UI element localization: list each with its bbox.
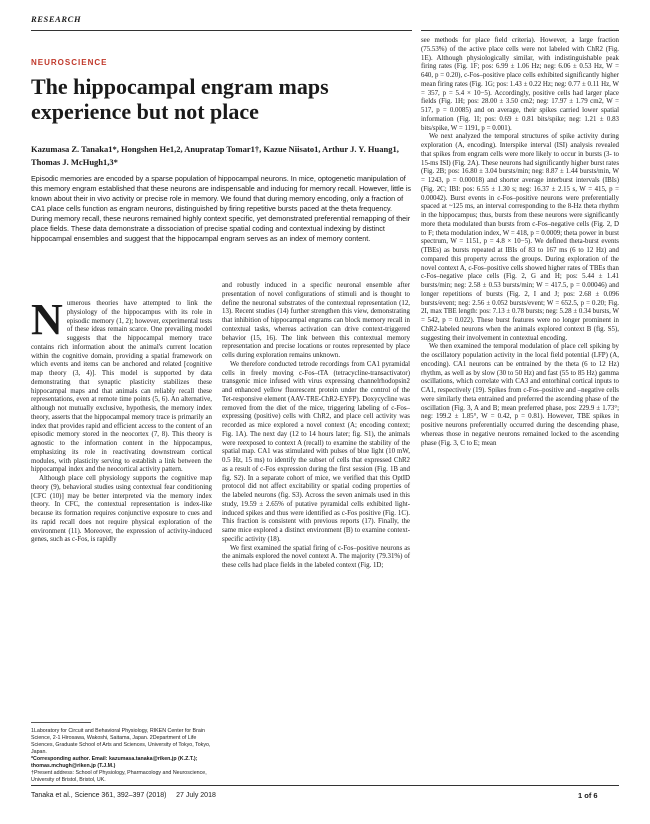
article-title: The hippocampal engram maps experience but not place	[31, 74, 329, 124]
paragraph: We therefore conducted tetrode recordings from CA1 pyramidal cells in freely moving c-Fos–tTA (tetracycline-transactivator) transgenic mice infused with virus expressing channelrhodopsin2 and enhanced yellow fluorescent protein under the control of the Tet-responsive element (AAV-TRE-ChR2-EYFP). Doxycycline was removed from the diet of the mice, triggering labeling of c-Fos–expressing (positive) cells with ChR2, and place cell activity was recorded as mice explored a novel context (A; encoding context; Fig. 1A). The next day (12 to 14 hours later; fig. S1), the animals were reexposed to context A (recall) to examine the stability of the spatial map. CA1 was stimulated with pulses of blue light (10 mW, 0.5 Hz, 15 ms) to identify the subset of cells that expressed ChR2 as a result of c-Fos expression during the first session (Fig. 1B and fig. S2). In a separate cohort of mice, we verified that this OptID protocol did not affect excitability or spatial coding properties of the labeled neurons (fig. S3). Across the seven animals used in this study, 19.59 ± 2.65% of putative pyramidal cells exhibited light-induced spikes and thus were identified as c-Fos positive (Fig. 1C). This fraction is consistent with previous reports (17). Finally, the same mice explored a distinct environment (B) to examine context-specific activity (18).	[222, 360, 410, 543]
paragraph: We then examined the temporal modulation of place cell spiking by the oscillatory population activity in the local field potential (LFP) (A, encoding). CA1 neurons can be entrained by the theta (6 to 12 Hz) rhythm, as well as by slow (30 to 50 Hz) and fast (55 to 85 Hz) gamma oscillations, which correlate with CA3 and entorhinal cortical inputs to CA1, respectively (19). Spikes from c-Fos–positive and –negative cells were similarly theta entrained and preferred the ascending phase of the oscillation (Fig. 3, A and B; mean preferred phase, pos: 229.9 ± 1.73°; neg: 199.2 ± 1.85°, W = 0.42, p = 0.81). However, TBE spikes in positive neurons preferentially occurred during the descending phase, whereas those in negative neurons remained locked to the ascending phase (Fig. 3, C to E; mean	[421, 343, 619, 447]
paragraph: Although place cell physiology supports the cognitive map theory (9), behavioral studies using contextual fear conditioning [CFC (10)] may be better interpreted via the memory index theory. In CFC, the contextual representation is index-like because its formation requires conjunctive exposure to cues and its rapid recall does not require physical exploration of the environment (11). Moreover, the expression of activity-induced genes, such as c-Fos, is rapidly	[31, 475, 212, 544]
author-list: Kazumasa Z. Tanaka1*, Hongshen He1,2, Anupratap Tomar1†, Kazue Niisato1, Arthur J. Y. Huang1, Thomas J. McHugh1,3*	[31, 144, 399, 167]
paragraph: We first examined the spatial firing of c-Fos–positive neurons as the animals explored the novel context A. The majority (79.31%) of these cells had place fields in the labeled context (Fig. 1D;	[222, 544, 410, 569]
section-label: RESEARCH	[31, 14, 82, 24]
affiliation-note: 1Laboratory for Circuit and Behavioral Physiology, RIKEN Center for Brain Science, 2-1 Hirosawa, Wakoshi, Saitama, Japan. 2Department of Life Sciences, Graduate School of Arts and Sciences, University of Tokyo, Tokyo, Japan.	[31, 728, 211, 755]
citation: Tanaka et al., Science 361, 392–397 (2018) 27 July 2018	[31, 792, 216, 799]
abstract: Episodic memories are encoded by a sparse population of hippocampal neurons. In mice, optogenetic manipulation of this memory engram established that these neurons are indispensable and inducing for memory recall. However, little is known about their in vivo activity or precise role in memory. We found that during memory encoding, only a fraction of CA1 place cells function as engram neurons, distinguished by firing repetitive bursts paced at the theta frequency. During memory recall, these neurons remained highly context specific, yet demonstrated preferential remapping of their place fields. These data demonstrate a dissociation of precise spatial coding and contextual indexing by distinct hippocampal ensembles and suggest that the hippocampal engram serves as an index of memory content.	[31, 174, 411, 243]
paragraph: umerous theories have attempted to link the physiology of the hippocampus with its role in episodic memory (1, 2); however, experimental tests of these ideas remain scarce. One prevailing model suggests that the hippocampal memory trace contains rich information about the animal's current location within the cognitive domain, providing a spatial framework on which events and items can be anchored and related [cognitive map theory (3, 4)]. This model is supported by data demonstrating that synaptic plasticity stabilizes these hippocampal maps and that animals can reliably recall these representations, even at remote time points (5, 6). An alternative, although not mutually exclusive, hypothesis, the memory index theory, asserts that the hippocampal memory trace is primarily an index that provides rapid and efficient access to the content of an episodic memory stored in the neocortex (7, 8). This theory is agnostic to the information content in the hippocampus, emphasizing its role in reactivating downstream cortical modules, with plasticity serving to establish a link between the hippocampal index and the neocortical activity pattern.	[31, 300, 212, 474]
body-column-1	[31, 295, 212, 545]
body-column-2	[222, 282, 410, 571]
footnotes	[31, 728, 212, 784]
footnote-rule	[31, 722, 91, 723]
footer-rule	[31, 785, 619, 786]
page-number: 1 of 6	[578, 791, 598, 800]
paragraph: see methods for place field criteria). However, a large fraction (75.53%) of the active place cells were not labeled with ChR2 (Fig. 1E). Although physiologically similar, with indistinguishable peak firing rates (Fig. 1F; pos: 6.99 ± 1.06 Hz; neg: 6.06 ± 0.53 Hz, W = 640, p = 0.20), c-Fos–positive place cells exhibited significantly higher mean firing rates (Fig. 1G; pos: 1.43 ± 0.22 Hz; neg: 0.77 ± 0.11 Hz, W = 357, p = 5.4 × 10−5). Accordingly, positive cells had larger place fields (Fig. 1H; pos: 28.00 ± 3.50 cm2; neg: 17.97 ± 1.79 cm2, W = 517, p = 0.0085) and on average, their spikes carried lower spatial information (Fig. 1I; pos: 0.69 ± 0.81 bits/spike; neg: 1.21 ± 0.83 bits/spike, W = 1191, p = 0.001).	[421, 37, 619, 132]
header-rule-left	[31, 30, 412, 31]
paragraph: and robustly induced in a specific neuronal ensemble after presentation of novel configurations of stimuli and is thought to define the neuronal substrates of the contextual representation (12, 13). Recent studies (14) further strengthen this view, demonstrating that inhibition of hippocampal engrams can block memory recall in contextual tasks, whereas activation can drive context-triggered behavior (15, 16). The link between this contextual memory representation and precise locations or routes represented by place cells during exploration remains unknown.	[222, 282, 410, 359]
body-column-3	[421, 37, 619, 448]
corresponding-note: *Corresponding author. Email: kazumasa.tanaka@riken.jp (K.Z.T.); thomas.mchugh@riken.jp (T.J.M.)	[31, 756, 198, 769]
address-note: †Present address: School of Physiology, Pharmacology and Neuroscience, University of Bristol, Bristol, UK.	[31, 770, 207, 783]
drop-cap: N	[31, 295, 63, 344]
paragraph: We next analyzed the temporal structures of spike activity during exploration (A, encoding). Interspike interval (ISI) analysis revealed that spikes from engram cells were more likely to occur in bursts (3- to 15-ms ISI) (Fig. 2A). These neurons had significantly higher burst rates (Fig. 2B; pos: 16.80 ± 3.04 bursts/min; neg: 8.87 ± 1.44 bursts/min, W = 1243, p = 0.00018) and shorter average interburst intervals (IBIs) (Fig. 2C; IBI: pos: 6.55 ± 1.30 s; neg: 16.37 ± 2.15 s, W = 415, p = 0.00042). Burst events in c-Fos–positive neurons were preferentially spaced at ~125 ms, an interval corresponding to the 8-Hz theta rhythm in the hippocampus; thus, bursts from these neurons were significantly more theta modulated than bursts from c-Fos–negative cells (Fig. 2, D to F; theta modulation index, W = 418, p = 0.0009; theta power in burst spectrum, W = 1151, p = 4.8 × 10−5). We defined theta-burst events (TBEs) as bursts repeated at IBIs of 83 to 167 ms (6 to 12 Hz) and compared this property across the groups. During exploration of the novel context A, c-Fos–positive cells showed higher rates of TBEs than c-Fos–negative place cells (Fig. 2, G and H; pos: 5.44 ± 1.41 bursts/min; neg: 2.58 ± 0.53 bursts/min; W = 417.5, p = 0.00046) and longer repetitions of bursts (Fig. 2, I and J; pos: 2.68 ± 0.096 bursts/event; neg: 2.56 ± 0.052 bursts/event; W = 652.5, p = 0.20; Fig. 2I, max TBE length: pos: 7.13 ± 0.78 bursts; neg: 5.28 ± 0.34 bursts, W = 542, p = 0.022). These burst features were no longer prominent in ChR2-labeled neurons when the animals explored context B (fig. S5), suggesting their involvement in contextual encoding.	[421, 133, 619, 342]
header-rule-right	[421, 30, 619, 31]
article-kicker: NEUROSCIENCE	[31, 58, 108, 67]
